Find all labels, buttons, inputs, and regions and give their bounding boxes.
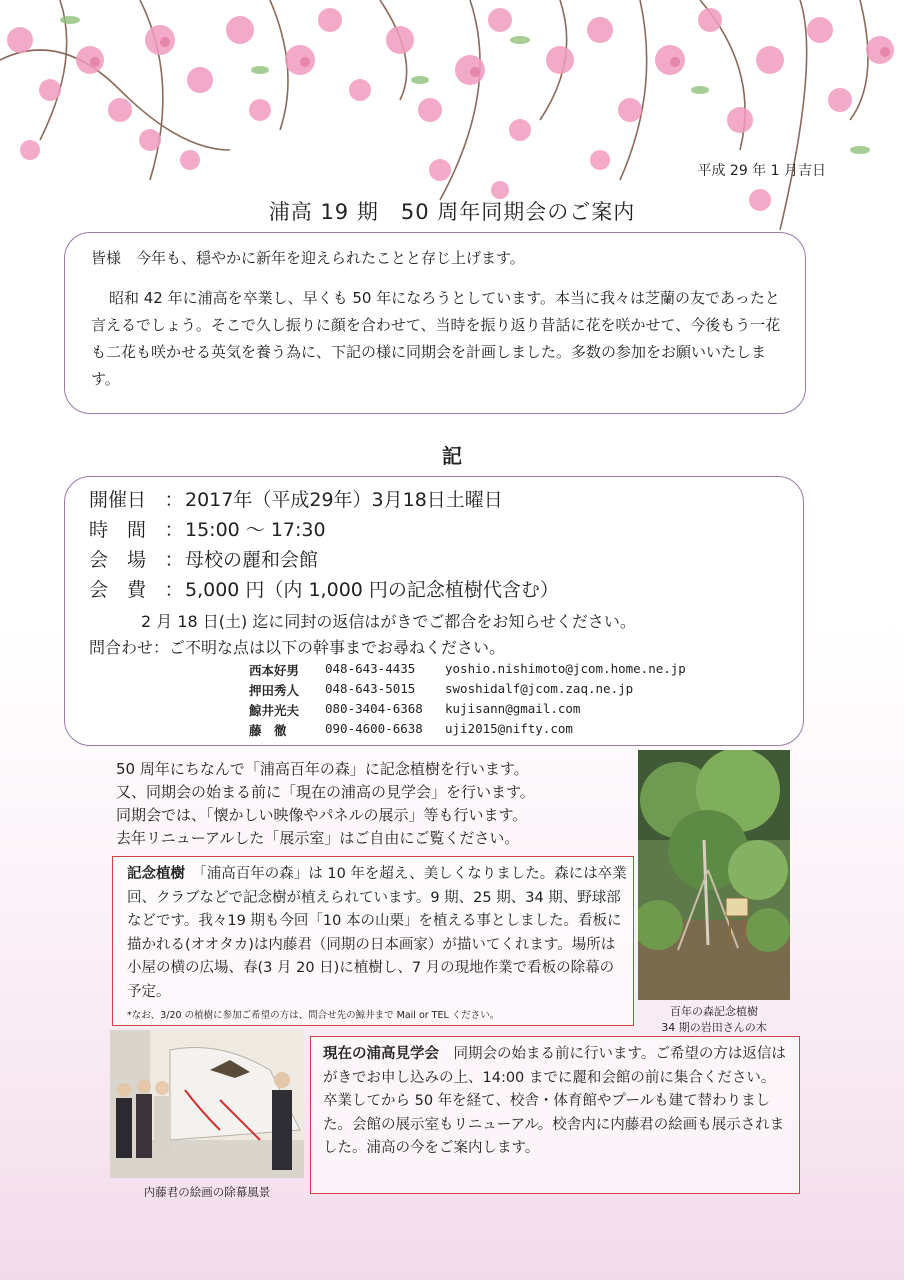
contact-name: 鯨井光夫 — [249, 703, 300, 718]
contact-phone: 048-643-4435 — [325, 661, 416, 676]
event-fee-value: 5,000 円（内 1,000 円の記念植樹代含む） — [185, 579, 559, 601]
contact-phone: 048-643-5015 — [325, 681, 416, 696]
reply-instruction: 2 月 18 日(土) 迄に同封の返信はがきでご都合をお知らせください。 — [141, 612, 636, 631]
intro-body-text: 昭和 42 年に浦高を卒業し、早くも 50 年になろうとしています。本当に我々は芝蘭の友であったと言えるでしょう。そこで久し振りに顔を合わせて、当時を振り返り昔話に花を咲かせて、今後もう一花も二花も咲かせる英気を養う為に、下記の様に同期会を計画しました。多数の参加をお願いいたします。 — [91, 289, 781, 388]
school-tour-box — [310, 1036, 800, 1194]
contact-phone: 080-3404-6368 — [325, 701, 423, 716]
contact-email[interactable]: uji2015@nifty.com — [445, 721, 573, 736]
issue-date: 平成 29 年 1 月吉日 — [697, 163, 826, 179]
anniversary-line: 又、同期会の始まる前に「現在の浦高の見学会」を行います。 — [116, 783, 535, 801]
unveiling-photo-caption: 内藤君の絵画の除幕風景 — [143, 1185, 271, 1199]
memorial-tree-photo — [638, 750, 790, 1000]
unveiling-photo — [110, 1030, 304, 1178]
anniversary-line: 去年リニューアルした「展示室」はご自由にご覧ください。 — [116, 829, 520, 847]
event-date-row: 開催日 ：2017年（平成29年）3月18日土曜日 — [89, 485, 503, 512]
contact-name: 西本好男 — [249, 663, 300, 678]
contact-email[interactable]: swoshidalf@jcom.zaq.ne.jp — [445, 681, 634, 696]
tour-text: 同期会の始まる前に行います。ご希望の方は返信はがきでお申し込みの上、14:00 までに麗和会館の前に集合ください。 — [323, 1046, 786, 1086]
contact-name: 押田秀人 — [249, 683, 300, 698]
planting-note: *なお、3/20 の植樹に参加ご希望の方は、問合せ先の鯨井まで Mail or TEL ください。 — [127, 1010, 500, 1021]
event-fee-label: 会 費 — [89, 579, 147, 601]
anniversary-announcement — [116, 758, 535, 850]
event-venue-value: 母校の麗和会館 — [185, 549, 319, 571]
contact-name: 藤 徹 — [249, 723, 287, 738]
contact-email[interactable]: kujisann@gmail.com — [445, 701, 581, 716]
event-fee-row: 会 費 ：5,000 円（内 1,000 円の記念植樹代含む） — [89, 575, 559, 602]
page-title: 浦高 19 期 50 周年同期会のご案内 — [268, 200, 636, 224]
event-time-row: 時 間 ：15:00 ～ 17:30 — [89, 515, 326, 542]
event-details-box — [64, 476, 804, 746]
anniversary-line: 50 周年にちなんで「浦高百年の森」に記念植樹を行います。 — [116, 760, 529, 778]
memorial-planting-box — [112, 856, 634, 1026]
intro-box — [64, 232, 806, 414]
planting-heading: 記念植樹 — [127, 866, 185, 882]
contact-email[interactable]: yoshio.nishimoto@jcom.home.ne.jp — [445, 661, 686, 676]
tree-photo-caption: 百年の森記念植樹 34 期の岩田さんの木 — [661, 1005, 767, 1034]
tour-heading: 現在の浦高見学会 — [323, 1046, 439, 1062]
event-venue-label: 会 場 — [89, 549, 147, 571]
event-time-label: 時 間 — [89, 519, 147, 541]
ki-heading: 記 — [442, 444, 462, 468]
tour-text-2: 卒業してから 50 年を経て、校舎・体育館やプールも建て替わりました。会館の展示室もリニューアル。校舎内に内藤君の絵画も展示されました。浦高の今をご案内します。 — [323, 1093, 785, 1156]
anniversary-line: 同期会では、「懐かしい映像やパネルの展示」等も行います。 — [116, 806, 528, 824]
event-date-value: 2017年（平成29年）3月18日土曜日 — [185, 489, 503, 511]
greeting-text: 皆様 今年も、穏やかに新年を迎えられたことと存じ上げます。 — [91, 249, 525, 267]
inquiry-text: 問合わせ：ご不明な点は以下の幹事までお尋ねください。 — [89, 638, 506, 657]
contact-phone: 090-4600-6638 — [325, 721, 423, 736]
event-time-value: 15:00 ～ 17:30 — [185, 519, 326, 541]
planting-text: 「浦高百年の森」は 10 年を超え、美しくなりました。森には卒業回、クラブなどで記念樹が植えられています。9 期、25 期、34 期、野球部などです。我々19 期も今回「10 本の山栗」を植える事としました。看板に描かれる(オオタカ)は内藤君（同期の日本画家）が描いてくれます。場所は小屋の横の広場、春(3 月 20 日)に植樹し、7 月の現地作業で看板の除幕の予定。 — [127, 866, 627, 1000]
event-date-label: 開催日 — [89, 489, 147, 511]
event-venue-row: 会 場 ：母校の麗和会館 — [89, 545, 318, 572]
